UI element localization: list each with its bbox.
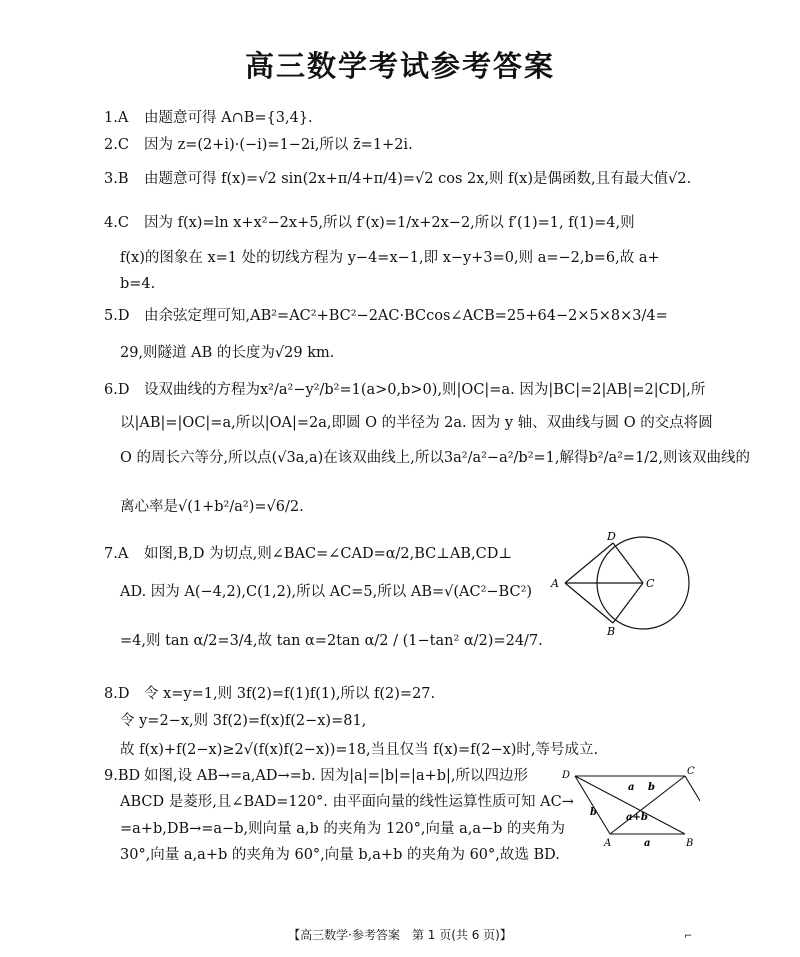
- item-9-line-3: =a+b,DB→=a−b,则向量 a,b 的夹角为 120°,向量 a,a−b 的夹角为: [120, 821, 566, 837]
- item-4-line-2: f(x)的图象在 x=1 处的切线方程为 y−4=x−1,即 x−y+3=0,则 a=−2,b=6,故 a+: [120, 250, 660, 266]
- corner-mark: ⌐: [684, 931, 693, 942]
- item-number: 2.C: [104, 137, 129, 153]
- item-7: [104, 545, 512, 563]
- item-text: 由题意可得 f(x)=√2 sin(2x+π/4+π/4)=√2 cos 2x,则 f(x)是偶函数,且有最大值√2.: [144, 171, 692, 187]
- item-6-line-2: 以|AB|=|OC|=a,所以|OA|=2a,即圆 O 的半径为 2a. 因为 y 轴、双曲线与圆 O 的交点将圆: [120, 415, 713, 431]
- segment-cb: [613, 583, 643, 623]
- item-2: [104, 136, 413, 154]
- item-1: [104, 109, 313, 127]
- item-number: 6.D: [104, 382, 130, 398]
- item-4: [104, 214, 635, 232]
- item-6-line-4: 离心率是√(1+b²/a²)=√6/2.: [120, 499, 304, 515]
- label-b-top: b: [648, 782, 655, 793]
- item-number: 4.C: [104, 215, 129, 231]
- label-d: D: [607, 530, 616, 543]
- label-b-vertex: B: [686, 838, 694, 849]
- item-8-line-3: 故 f(x)+f(2−x)≥2√(f(x)f(2−x))=18,当且仅当 f(x)=f(2−x)时,等号成立.: [120, 742, 599, 758]
- item-number: 7.A: [104, 546, 129, 562]
- item-text: 如图,B,D 为切点,则∠BAC=∠CAD=α/2,BC⊥AB,CD⊥: [144, 546, 512, 562]
- label-a-plus-b: a+b: [626, 812, 648, 823]
- item-number: 9.BD: [104, 768, 141, 784]
- label-c: C: [687, 766, 695, 777]
- item-4-line-3: b=4.: [120, 276, 156, 292]
- label-c: C: [646, 577, 655, 590]
- label-b: B: [607, 625, 616, 638]
- item-number: 3.B: [104, 171, 129, 187]
- item-text: 由余弦定理可知,AB²=AC²+BC²−2AC·BCcos∠ACB=25+64−2×5×8×3/4=: [144, 308, 668, 324]
- item-text: 令 x=y=1,则 3f(2)=f(1)f(1),所以 f(2)=27.: [144, 686, 436, 702]
- tangent-ab: [565, 583, 613, 623]
- item-6-line-3: O 的周长六等分,所以点(√3a,a)在该双曲线上,所以3a²/a²−a²/b²=1,解得b²/a²=1/2,则该双曲线的: [120, 450, 751, 466]
- item-text: 设双曲线的方程为x²/a²−y²/b²=1(a>0,b>0),则|OC|=a. 因为|BC|=2|AB|=2|CD|,所: [144, 382, 706, 398]
- item-7-line-3: =4,则 tan α/2=3/4,故 tan α=2tan α/2 / (1−tan² α/2)=24/7.: [120, 633, 543, 649]
- label-b-left: b: [590, 807, 597, 818]
- segment-cd: [613, 543, 643, 583]
- item-5: [104, 307, 668, 325]
- label-a-vertex: A: [604, 838, 612, 849]
- item-number: 1.A: [104, 110, 129, 126]
- item-9-line-2: ABCD 是菱形,且∠BAD=120°. 由平面向量的线性运算性质可知 AC→: [120, 794, 574, 810]
- label-d: D: [562, 770, 571, 781]
- item-text: 因为 f(x)=ln x+x²−2x+5,所以 f′(x)=1/x+2x−2,所以 f′(1)=1, f(1)=4,则: [144, 215, 635, 231]
- item-number: 8.D: [104, 686, 130, 702]
- item-9-line-4: 30°,向量 a,a+b 的夹角为 60°,向量 b,a+b 的夹角为 60°,故选 BD.: [120, 847, 560, 863]
- page-title: 高三数学考试参考答案: [244, 49, 555, 83]
- item-8-line-2: 令 y=2−x,则 3f(2)=f(x)f(2−x)=81,: [120, 713, 367, 729]
- item-3: [104, 170, 691, 188]
- item-5-line-2: 29,则隧道 AB 的长度为√29 km.: [120, 345, 335, 361]
- tangent-ad: [565, 543, 613, 583]
- item-text: 由题意可得 A∩B={3,4}.: [144, 110, 313, 126]
- label-a-top: a: [628, 782, 635, 793]
- item-text: 因为 z=(2+i)·(−i)=1−2i,所以 z̄=1+2i.: [144, 137, 413, 153]
- item-9: [104, 767, 528, 785]
- item-number: 5.D: [104, 308, 130, 324]
- figure-9-rhombus: [560, 760, 700, 860]
- item-8: [104, 685, 435, 703]
- item-text: 如图,设 AB→=a,AD→=b. 因为|a|=|b|=|a+b|,所以四边形: [144, 768, 529, 784]
- page-footer: 【高三数学·参考答案 第 1 页(共 6 页)】: [288, 928, 512, 942]
- label-a: A: [551, 577, 559, 590]
- item-6: [104, 381, 705, 399]
- item-7-line-2: AD. 因为 A(−4,2),C(1,2),所以 AC=5,所以 AB=√(AC²−BC²): [120, 584, 533, 600]
- figure-7-tangent-circle: [545, 530, 705, 640]
- label-a-bottom: a: [644, 838, 651, 849]
